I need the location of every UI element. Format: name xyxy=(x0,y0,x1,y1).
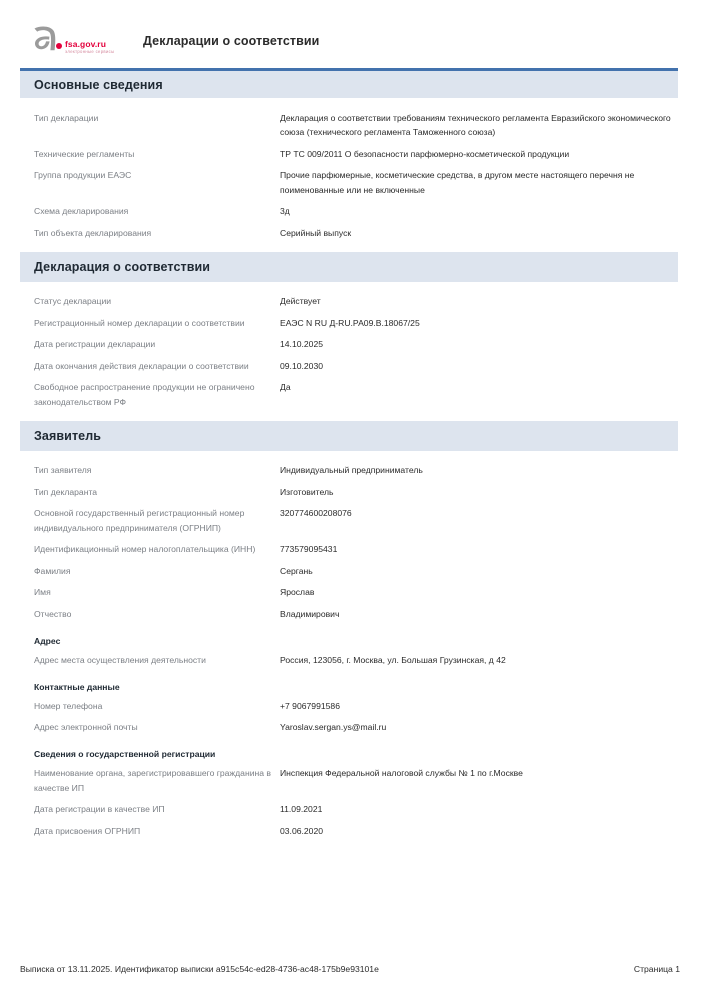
field-row xyxy=(20,312,678,334)
field-label: Группа продукции ЕАЭС xyxy=(34,170,132,180)
subgroup-title-svedeniya-o-gosregistracii: Сведения о государственной регистрации xyxy=(34,749,216,759)
field-label: Дата окончания действия декларации о соответствии xyxy=(34,360,249,371)
field-value: +7 9067991586 xyxy=(280,700,340,711)
field-label: Тип заявителя xyxy=(34,465,92,475)
field-label: Идентификационный номер налогоплательщика (ИНН) xyxy=(34,544,256,554)
field-label: Дата присвоения ОГРНИП xyxy=(34,825,141,836)
field-value: Декларация о соответствии требованиям технического регламента Евразийского экономического союза (технического регламента Таможенного союза) xyxy=(280,112,671,137)
page-title: Декларации о соответствии xyxy=(143,34,320,48)
field-value: Действует xyxy=(280,296,321,306)
field-label: Адрес места осуществления деятельности xyxy=(34,654,206,665)
field-label: Схема декларирования xyxy=(34,206,129,216)
section-header-deklaraciya-o-sootvetstvii xyxy=(20,252,678,282)
field-row xyxy=(20,820,678,842)
field-row xyxy=(20,763,678,799)
field-label: Регистрационный номер декларации о соответствии xyxy=(34,317,245,328)
field-row xyxy=(20,582,678,604)
field-value: Серийный выпуск xyxy=(280,227,352,238)
section-title: Основные сведения xyxy=(34,77,163,92)
footer-extract-info: Выписка от 13.11.2025. Идентификатор выписки a915c54c-ed28-4736-ac48-175b9e93101e xyxy=(20,964,379,974)
page-footer xyxy=(0,962,706,976)
section-body-zayavitel xyxy=(20,451,678,850)
section-title: Декларация о соответствии xyxy=(34,259,211,274)
field-value: Прочие парфюмерные, косметические средства, в другом месте настоящего перечня не поименованные или не включенные xyxy=(280,170,635,195)
field-row xyxy=(20,695,678,717)
field-row xyxy=(20,222,678,244)
field-row xyxy=(20,503,678,539)
field-label: Основной государственный регистрационный номер индивидуального предпринимателя (ОГРНИП) xyxy=(34,508,245,533)
field-label: Отчество xyxy=(34,608,72,619)
fsa-logo-domain: fsa.gov.ru xyxy=(65,39,106,49)
subgroup-title-adres: Адрес xyxy=(34,635,61,646)
field-row xyxy=(20,377,678,413)
field-value: Изготовитель xyxy=(280,486,334,497)
field-row xyxy=(20,649,678,671)
field-label: Статус декларации xyxy=(34,296,112,306)
fsa-logo-mark-icon xyxy=(30,26,60,52)
field-value: 11.09.2021 xyxy=(280,804,323,814)
field-value: 09.10.2030 xyxy=(280,360,324,371)
field-label: Дата регистрации в качестве ИП xyxy=(34,804,165,814)
footer-page-number: Страница 1 xyxy=(633,964,680,974)
document-sheet xyxy=(0,68,706,850)
field-label: Фамилия xyxy=(34,565,71,576)
field-row xyxy=(20,717,678,739)
field-row xyxy=(20,460,678,482)
field-label: Дата регистрации декларации xyxy=(34,339,156,349)
field-label: Номер телефона xyxy=(34,700,103,711)
subgroup-title-kontaktnye-dannye: Контактные данные xyxy=(34,681,120,692)
field-label: Свободное распространение продукции не ограничено законодательством РФ xyxy=(34,382,255,407)
field-row xyxy=(20,201,678,223)
field-row xyxy=(20,107,678,143)
field-value: Да xyxy=(280,382,291,392)
field-label: Имя xyxy=(34,587,51,597)
field-value: 3д xyxy=(280,206,290,216)
field-value: 14.10.2025 xyxy=(280,339,324,349)
field-value: Yaroslav.sergan.ys@mail.ru xyxy=(280,722,387,732)
field-label: Адрес электронной почты xyxy=(34,722,138,732)
field-row xyxy=(20,355,678,377)
field-row xyxy=(20,334,678,356)
field-value: Индивидуальный предприниматель xyxy=(280,465,423,475)
field-value: Инспекция Федеральной налоговой службы № 1 по г.Москве xyxy=(280,768,523,778)
field-row xyxy=(20,481,678,503)
field-value: 320774600208076 xyxy=(280,508,352,518)
field-value: Владимирович xyxy=(280,608,340,619)
field-row xyxy=(20,603,678,625)
field-value: Россия, 123056, г. Москва, ул. Большая Грузинская, д 42 xyxy=(280,654,506,665)
field-value: Ярослав xyxy=(280,587,315,597)
field-row xyxy=(20,539,678,561)
field-label: Тип декларации xyxy=(34,112,99,123)
field-value: ЕАЭС N RU Д-RU.РА09.В.18067/25 xyxy=(280,317,420,328)
field-label: Наименование органа, зарегистрировавшего гражданина в качестве ИП xyxy=(34,768,271,793)
section-body-deklaraciya-o-sootvetstvii xyxy=(20,282,678,421)
fsa-logo-tagline: электронные сервисы xyxy=(65,49,115,54)
field-row xyxy=(20,143,678,165)
field-row xyxy=(20,799,678,821)
page-header xyxy=(0,0,706,68)
section-body-osnovnye-svedeniya xyxy=(20,98,678,252)
fsa-logo-dot-icon xyxy=(56,43,62,49)
field-value: 773579095431 xyxy=(280,544,338,554)
field-row xyxy=(20,291,678,313)
field-value: Сергань xyxy=(280,565,313,576)
field-label: Тип объекта декларирования xyxy=(34,227,152,238)
field-label: Тип декларанта xyxy=(34,486,98,497)
fsa-logo[interactable] xyxy=(30,26,126,60)
section-header-osnovnye-svedeniya xyxy=(20,68,678,98)
section-header-zayavitel xyxy=(20,421,678,451)
field-value: ТР ТС 009/2011 О безопасности парфюмерно-косметической продукции xyxy=(280,148,570,159)
field-row xyxy=(20,560,678,582)
field-row xyxy=(20,165,678,201)
sections-container xyxy=(20,68,678,850)
section-title: Заявитель xyxy=(34,428,102,443)
field-label: Технические регламенты xyxy=(34,148,135,159)
field-value: 03.06.2020 xyxy=(280,825,324,836)
